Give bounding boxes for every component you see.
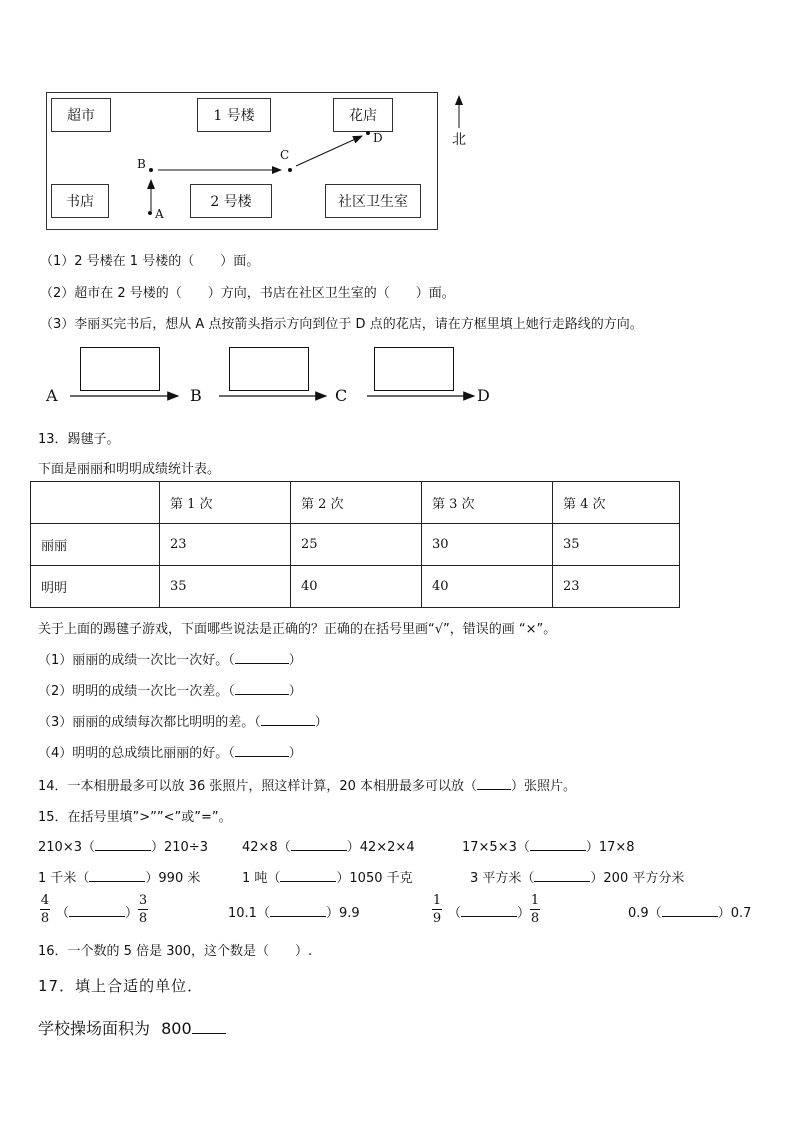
compare-left: 42×8（ xyxy=(242,840,291,855)
compare-left: 3 平方米（ xyxy=(470,871,535,886)
point-a-dot xyxy=(148,211,152,215)
route-label-b: B xyxy=(190,386,202,405)
supermarket-label: 超市 xyxy=(67,108,95,124)
point-a-label: A xyxy=(155,207,164,221)
compare-right: ）17×8 xyxy=(585,840,635,855)
route-label-c: C xyxy=(335,386,348,405)
unit-blank[interactable] xyxy=(192,1019,226,1034)
table-row xyxy=(31,566,680,608)
table-cell: 35 xyxy=(553,524,680,566)
building1-label: 1 号楼 xyxy=(213,108,255,124)
q13-statement-3 xyxy=(38,711,328,730)
statement-close: ） xyxy=(288,746,302,761)
q13-instruction: 关于上面的踢毽子游戏，下面哪些说法是正确的？正确的在括号里画“√”，错误的画 “×”。 xyxy=(38,622,557,637)
q12-sub1: （1）2 号楼在 1 号楼的（ ）面。 xyxy=(40,254,260,269)
flower-shop-label: 花店 xyxy=(349,108,377,124)
point-c-dot xyxy=(288,168,292,172)
fraction-bar xyxy=(432,909,442,910)
q15-r1-c3 xyxy=(462,836,635,855)
compare-left: 17×5×3（ xyxy=(462,840,530,855)
answer-blank[interactable] xyxy=(530,838,586,851)
q13-intro: 下面是丽丽和明明成绩统计表。 xyxy=(38,462,221,477)
table-header-cell: 第 1 次 xyxy=(160,482,291,524)
answer-blank[interactable] xyxy=(461,904,517,917)
q17-value: 800 xyxy=(161,1019,192,1038)
q17-text: 学校操场面积为 xyxy=(38,1019,151,1038)
statement-text: （1）丽丽的成绩一次比一次好。（ xyxy=(38,653,235,668)
bookstore-label: 书店 xyxy=(66,194,94,210)
route-answer-box-3[interactable] xyxy=(374,347,454,391)
q15-r1-c1 xyxy=(38,836,208,855)
q15-r3-c1-blank xyxy=(56,902,138,921)
q17-line xyxy=(38,1016,226,1039)
fraction-1-9 xyxy=(432,893,442,926)
fraction-denominator: 8 xyxy=(530,911,540,926)
arrow-c-to-d xyxy=(296,136,362,166)
statement-text: （4）明明的总成绩比丽丽的好。（ xyxy=(38,746,235,761)
fraction-bar xyxy=(40,909,50,910)
fraction-numerator: 1 xyxy=(432,893,442,908)
fraction-bar xyxy=(530,909,540,910)
q15-r2-c2 xyxy=(242,867,413,886)
answer-blank[interactable] xyxy=(662,904,718,917)
route-label-d: D xyxy=(477,386,490,405)
route-answer-box-2[interactable] xyxy=(229,347,309,391)
compare-right: ）42×2×4 xyxy=(346,840,415,855)
fraction-denominator: 8 xyxy=(40,911,50,926)
table-header-cell xyxy=(31,482,160,524)
compare-left: 10.1（ xyxy=(228,906,270,921)
compare-left: 1 千米（ xyxy=(38,871,90,886)
close-paren: ） xyxy=(517,906,531,921)
table-cell: 35 xyxy=(160,566,291,608)
answer-blank[interactable] xyxy=(69,904,125,917)
compare-right: ）9.9 xyxy=(325,906,360,921)
q12-sub2: （2）超市在 2 号楼的（ ）方向，书店在社区卫生室的（ ）面。 xyxy=(40,286,455,301)
compare-right: ）210÷3 xyxy=(150,840,208,855)
answer-blank[interactable] xyxy=(235,744,289,757)
compare-right: ）990 米 xyxy=(145,871,201,886)
answer-blank[interactable] xyxy=(280,869,336,882)
table-cell: 40 xyxy=(291,566,422,608)
table-row xyxy=(31,524,680,566)
building2-label: 2 号楼 xyxy=(210,194,252,210)
table-cell: 23 xyxy=(160,524,291,566)
statement-text: （2）明明的成绩一次比一次差。（ xyxy=(38,684,235,699)
close-paren: ） xyxy=(125,906,139,921)
route-answer-box-1[interactable] xyxy=(80,347,160,391)
q15-title: 15．在括号里填”>””<”或”=”。 xyxy=(38,810,232,825)
q12-sub3: （3）李丽买完书后，想从 A 点按箭头指示方向到位于 D 点的花店，请在方框里填上她行走路线的方向。 xyxy=(40,317,643,332)
answer-blank[interactable] xyxy=(291,838,347,851)
q13-statement-1 xyxy=(38,649,302,668)
answer-blank[interactable] xyxy=(89,869,145,882)
answer-blank[interactable] xyxy=(235,651,289,664)
q13-statement-4 xyxy=(38,742,302,761)
point-c-label: C xyxy=(280,148,290,162)
table-cell: 40 xyxy=(422,566,553,608)
q14-before: 14．一本相册最多可以放 36 张照片，照这样计算，20 本相册最多可以放（ xyxy=(38,779,478,794)
compare-left: 210×3（ xyxy=(38,840,95,855)
open-paren: （ xyxy=(56,906,70,921)
answer-blank[interactable] xyxy=(95,838,151,851)
q15-r1-c2 xyxy=(242,836,415,855)
point-d-dot xyxy=(366,131,370,135)
open-paren: （ xyxy=(448,906,462,921)
fraction-bar xyxy=(138,909,148,910)
score-table xyxy=(30,481,680,608)
compare-right: ）200 平方分米 xyxy=(590,871,685,886)
answer-blank[interactable] xyxy=(477,777,511,790)
fraction-3-8 xyxy=(138,893,148,926)
q17-title: 17．填上合适的单位． xyxy=(38,977,204,995)
table-header-row xyxy=(31,482,680,524)
answer-blank[interactable] xyxy=(270,904,326,917)
q13-statement-2 xyxy=(38,680,302,699)
statement-close: ） xyxy=(288,653,302,668)
q15-r2-c1 xyxy=(38,867,200,886)
fraction-numerator: 4 xyxy=(40,893,50,908)
q15-r3-c3-blank xyxy=(448,902,530,921)
q14 xyxy=(38,775,576,794)
table-header-cell: 第 3 次 xyxy=(422,482,553,524)
table-cell: 25 xyxy=(291,524,422,566)
answer-blank[interactable] xyxy=(534,869,590,882)
table-cell: 30 xyxy=(422,524,553,566)
answer-blank[interactable] xyxy=(261,713,315,726)
map-arrows xyxy=(0,0,794,240)
compare-right: ）1050 千克 xyxy=(336,871,413,886)
fraction-denominator: 8 xyxy=(138,911,148,926)
point-d-label: D xyxy=(373,131,383,145)
q14-after: ）张照片。 xyxy=(511,779,577,794)
q15-r2-c3 xyxy=(470,867,684,886)
statement-text: （3）丽丽的成绩每次都比明明的差。（ xyxy=(38,715,261,730)
compare-left: 0.9（ xyxy=(628,906,662,921)
statement-close: ） xyxy=(314,715,328,730)
q13-title: 13．踢毽子。 xyxy=(38,432,120,447)
compare-left: 1 吨（ xyxy=(242,871,281,886)
q15-r3-c4 xyxy=(628,902,751,921)
table-cell: 丽丽 xyxy=(31,524,160,566)
compare-right: ）0.7 xyxy=(717,906,752,921)
clinic-label: 社区卫生室 xyxy=(338,194,408,210)
answer-blank[interactable] xyxy=(235,682,289,695)
table-header-cell: 第 2 次 xyxy=(291,482,422,524)
table-cell: 明明 xyxy=(31,566,160,608)
fraction-1-8 xyxy=(530,893,540,926)
fraction-numerator: 3 xyxy=(138,893,148,908)
fraction-numerator: 1 xyxy=(530,893,540,908)
point-b-dot xyxy=(149,168,153,172)
q15-r3-c2 xyxy=(228,902,360,921)
table-header-cell: 第 4 次 xyxy=(553,482,680,524)
q16: 16．一个数的 5 倍是 300，这个数是（ ）. xyxy=(38,944,313,959)
point-b-label: B xyxy=(137,157,146,171)
statement-close: ） xyxy=(288,684,302,699)
fraction-4-8 xyxy=(40,893,50,926)
table-cell: 23 xyxy=(553,566,680,608)
north-label: 北 xyxy=(452,132,466,148)
route-label-a: A xyxy=(46,386,58,405)
fraction-denominator: 9 xyxy=(432,911,442,926)
